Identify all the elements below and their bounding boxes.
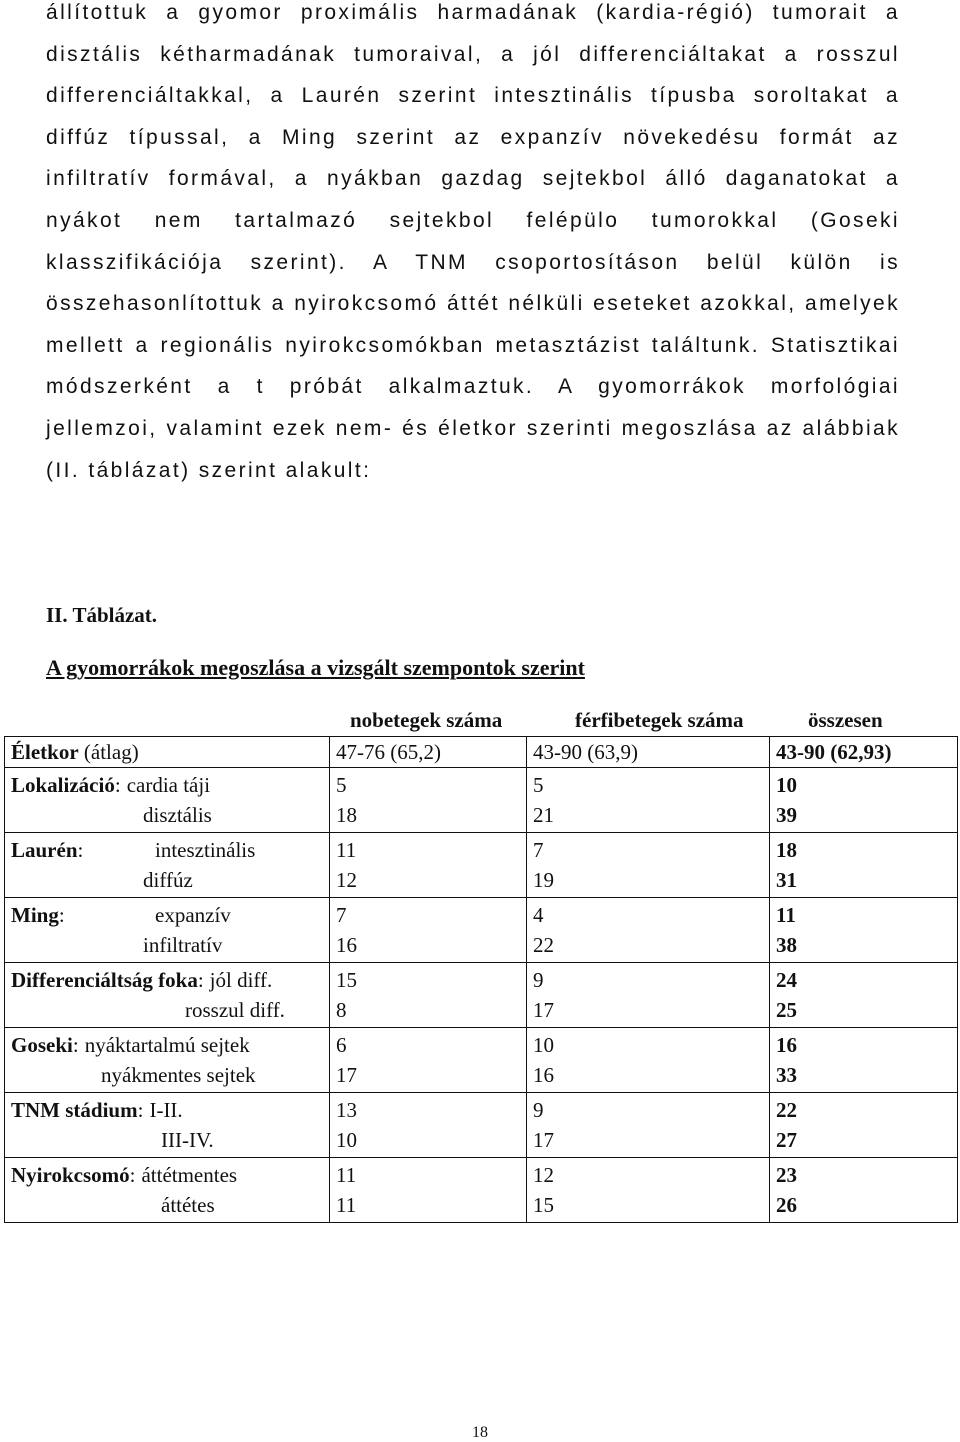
cell-total <box>770 1093 958 1158</box>
cell-value: 11 <box>776 903 796 927</box>
row-label-cell <box>5 963 330 1028</box>
table-row-group <box>5 833 958 898</box>
item-label: nyákmentes sejtek <box>101 1063 256 1087</box>
cell-value: 5 <box>336 773 347 797</box>
body-line: jellemzoi, valamint ezek nem- és életkor szerinti megoszlása az alábbiak <box>46 416 900 440</box>
cell-value: 9 <box>533 968 544 992</box>
group-name: Nyirokcsomó <box>11 1163 130 1187</box>
age-label: Életkor <box>11 740 79 764</box>
cell-value: 4 <box>533 903 544 927</box>
column-header-total: összesen <box>808 708 883 732</box>
cell-value: 5 <box>533 773 544 797</box>
row-label-cell <box>5 768 330 833</box>
group-separator: : <box>58 903 65 927</box>
cell-female <box>330 898 527 963</box>
item-label: rosszul diff. <box>185 998 285 1022</box>
cell-male <box>527 963 770 1028</box>
distribution-table <box>4 736 958 1223</box>
row-label-cell <box>5 1028 330 1093</box>
body-line: állítottuk a gyomor proximális harmadának (kardia-régió) tumorait a <box>46 1 900 24</box>
row-label-line <box>11 1190 323 1220</box>
cell-value: 15 <box>336 968 357 992</box>
row-label-line <box>11 835 323 865</box>
age-sub-label: (átlag) <box>83 740 139 764</box>
body-paragraph <box>46 0 900 491</box>
cell-female <box>330 833 527 898</box>
row-label-line <box>11 1060 323 1090</box>
cell-total <box>770 1158 958 1223</box>
cell-value: 18 <box>776 838 797 862</box>
cell-value: 11 <box>336 1193 357 1217</box>
cell-value: 24 <box>776 968 797 992</box>
table-caption: II. Táblázat. <box>46 603 158 627</box>
cell-male <box>527 1158 770 1223</box>
group-separator: : <box>129 1163 136 1187</box>
row-label-line <box>11 770 323 800</box>
cell-total <box>770 768 958 833</box>
row-label-line <box>11 995 323 1025</box>
cell-female <box>330 1028 527 1093</box>
cell-value: 7 <box>533 838 544 862</box>
cell-value: 17 <box>533 998 554 1022</box>
cell-value: 27 <box>776 1128 797 1152</box>
cell-value: 17 <box>533 1128 554 1152</box>
cell-value: 16 <box>336 933 357 957</box>
item-label: infiltratív <box>143 933 223 957</box>
body-line: módszerként a t próbát alkalmaztuk. A gyomorrákok morfológiai <box>46 375 900 399</box>
row-label-line <box>11 1095 323 1125</box>
body-line: disztális kétharmadának tumoraival, a jól differenciáltakat a rosszul <box>46 42 900 66</box>
body-line: (II. táblázat) szerint alakult: <box>46 458 372 482</box>
cell-total <box>770 1028 958 1093</box>
item-label: nyáktartalmú sejtek <box>84 1033 250 1057</box>
body-line: mellett a regionális nyirokcsomókban metasztázist találtunk. Statisztikai <box>46 333 900 357</box>
cell-total: 43-90 (62,93) <box>770 737 958 768</box>
row-label-line <box>11 1160 323 1190</box>
group-name: Differenciáltság foka <box>11 968 198 992</box>
cell-female <box>330 1093 527 1158</box>
cell-value: 19 <box>533 868 554 892</box>
cell-value: 10 <box>776 773 797 797</box>
group-name: Laurén <box>11 838 78 862</box>
row-label-cell <box>5 898 330 963</box>
cell-value: 12 <box>336 868 357 892</box>
item-label: III-IV. <box>161 1128 214 1152</box>
table-row-group <box>5 768 958 833</box>
row-label-line <box>11 865 323 895</box>
row-label-line <box>11 965 323 995</box>
cell-male <box>527 1093 770 1158</box>
cell-female <box>330 963 527 1028</box>
group-separator: : <box>114 773 121 797</box>
cell-value: 31 <box>776 868 797 892</box>
row-label-line <box>11 1030 323 1060</box>
row-label-line <box>11 900 323 930</box>
cell-male <box>527 1028 770 1093</box>
table-row-group <box>5 1093 958 1158</box>
group-separator: : <box>197 968 204 992</box>
cell-value: 23 <box>776 1163 797 1187</box>
cell-value: 12 <box>533 1163 554 1187</box>
item-label: cardia táji <box>126 773 211 797</box>
cell-value: 7 <box>336 903 347 927</box>
body-line: differenciáltakkal, a Laurén szerint intesztinális típusba soroltakat a <box>46 84 900 108</box>
cell-male <box>527 768 770 833</box>
cell-female: 47-76 (65,2) <box>330 737 527 768</box>
cell-value: 26 <box>776 1193 797 1217</box>
row-label-cell <box>5 1093 330 1158</box>
cell-value: 38 <box>776 933 797 957</box>
table-row-group <box>5 1158 958 1223</box>
cell-value: 10 <box>533 1033 554 1057</box>
item-label: áttétmentes <box>141 1163 238 1187</box>
group-separator: : <box>77 838 84 862</box>
cell-male <box>527 833 770 898</box>
group-name: Goseki <box>11 1033 73 1057</box>
table-row-group <box>5 963 958 1028</box>
item-label: expanzív <box>155 903 231 927</box>
cell-female <box>330 768 527 833</box>
cell-value: 13 <box>336 1098 357 1122</box>
row-label-cell <box>5 833 330 898</box>
cell-value: 10 <box>336 1128 357 1152</box>
cell-value: 18 <box>336 803 357 827</box>
body-line: infiltratív formával, a nyákban gazdag sejtekbol álló daganatokat a <box>46 167 900 191</box>
table-title: A gyomorrákok megoszlása a vizsgált szempontok szerint <box>46 655 585 680</box>
group-name: Lokalizáció <box>11 773 115 797</box>
cell-male: 43-90 (63,9) <box>527 737 770 768</box>
group-name: TNM stádium <box>11 1098 138 1122</box>
cell-value: 17 <box>336 1063 357 1087</box>
column-header-female: nobetegek száma <box>350 708 503 732</box>
item-label: jól diff. <box>209 968 273 992</box>
cell-value: 25 <box>776 998 797 1022</box>
item-label: áttétes <box>161 1193 215 1217</box>
group-separator: : <box>72 1033 79 1057</box>
body-line: klasszifikációja szerint). A TNM csoportosításon belül külön is <box>46 250 900 274</box>
table-row-group <box>5 898 958 963</box>
body-line: diffúz típussal, a Ming szerint az expanzív növekedésu formát az <box>46 125 900 149</box>
cell-value: 11 <box>336 838 357 862</box>
group-separator: : <box>137 1098 144 1122</box>
cell-value: 16 <box>776 1033 797 1057</box>
cell-value: 9 <box>533 1098 544 1122</box>
item-label: intesztinális <box>155 838 256 862</box>
table-row-group <box>5 1028 958 1093</box>
cell-value: 33 <box>776 1063 797 1087</box>
row-label-line <box>11 930 323 960</box>
body-line: nyákot nem tartalmazó sejtekbol felépülo tumorokkal (Goseki <box>46 208 900 232</box>
item-label: disztális <box>143 803 212 827</box>
item-label: I-II. <box>149 1098 183 1122</box>
cell-value: 16 <box>533 1063 554 1087</box>
cell-value: 15 <box>533 1193 554 1217</box>
table-row-age <box>5 737 958 768</box>
row-label-age <box>5 737 330 768</box>
row-label-line <box>11 1125 323 1155</box>
cell-value: 6 <box>336 1033 347 1057</box>
cell-value: 22 <box>776 1098 797 1122</box>
cell-value: 39 <box>776 803 797 827</box>
column-header-male: férfibetegek száma <box>575 708 744 732</box>
cell-total <box>770 898 958 963</box>
cell-value: 8 <box>336 998 347 1022</box>
cell-male <box>527 898 770 963</box>
row-label-cell <box>5 1158 330 1223</box>
body-line: összehasonlítottuk a nyirokcsomó áttét nélküli eseteket azokkal, amelyek <box>46 292 900 316</box>
group-name: Ming <box>11 903 59 927</box>
item-label: diffúz <box>143 868 193 892</box>
cell-total <box>770 833 958 898</box>
cell-female <box>330 1158 527 1223</box>
cell-total <box>770 963 958 1028</box>
cell-value: 21 <box>533 803 554 827</box>
cell-value: 22 <box>533 933 554 957</box>
page-number: 18 <box>472 1424 488 1441</box>
cell-value: 11 <box>336 1163 357 1187</box>
row-label-line <box>11 800 323 830</box>
